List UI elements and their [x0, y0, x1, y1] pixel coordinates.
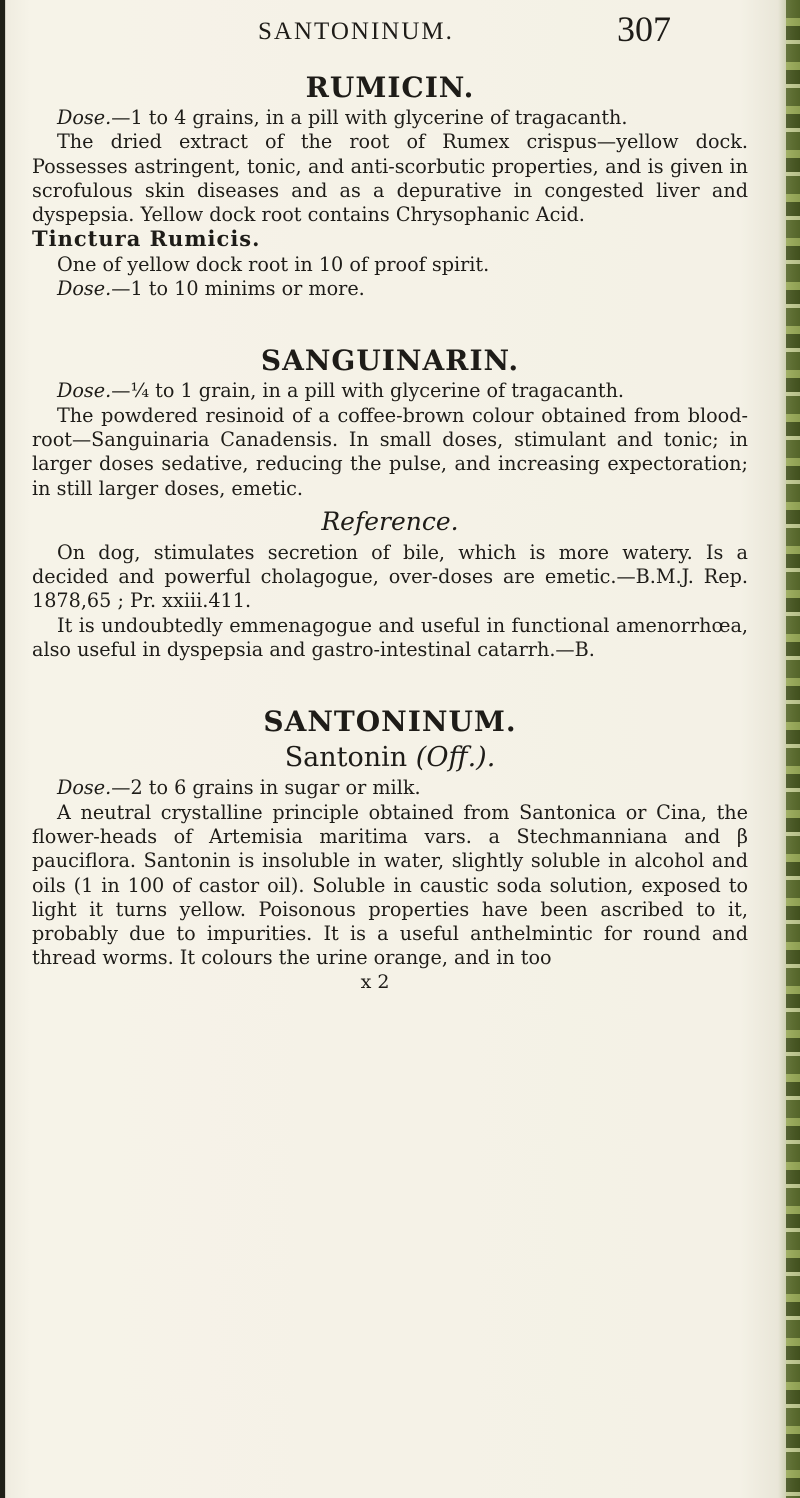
tincture-heading: [32, 227, 748, 252]
section-rumicin: [32, 70, 748, 301]
page-gutter-shadow: [0, 0, 5, 1498]
tincture-text: One of yellow dock root in 10 of proof spirit.: [57, 252, 490, 276]
reference-text: On dog, stimulates secretion of bile, which is more watery. Is a decided and powerful cholagogue, over-doses are emetic.—B.M.J. Rep. 1878,65 ; Pr. xxiii.411.: [32, 540, 748, 613]
running-head: SANTONINUM.: [258, 18, 454, 45]
subtitle-official: (Off.).: [415, 742, 496, 774]
page-content: [32, 70, 748, 993]
dose-label: Dose.: [57, 106, 112, 129]
tincture-dose: [32, 277, 748, 301]
dose-text: —2 to 6 grains in sugar or milk.: [111, 776, 421, 800]
dose-label: Dose.: [57, 379, 112, 403]
rumicin-description: The dried extract of the root of Rumex crispus—yellow dock. Possesses astringent, tonic, and anti-scorbutic properties, and is given in scrofulous skin diseases and as a depurative in congested liver and dyspepsia. Yellow dock root contains Chrysophanic Acid.: [32, 130, 748, 227]
reference-text-2: It is undoubtedly emmenagogue and useful in functional amenorrhœa, also useful in dyspepsia and gastro-intestinal catarrh.—B.: [32, 613, 748, 662]
tincture-title: Tinctura Rumicis.: [32, 226, 261, 252]
rumicin-dose: [32, 106, 748, 130]
section-spacer: [32, 662, 748, 704]
dose-text: —1 to 10 minims or more.: [111, 277, 365, 301]
section-title-sanguinarin: SANGUINARIN.: [260, 344, 520, 378]
section-sanguinarin: [32, 343, 748, 662]
santonin-subtitle: [32, 740, 748, 776]
dose-text: —¼ to 1 grain, in a pill with glycerine of tragacanth.: [111, 379, 625, 403]
dose-label: Dose.: [57, 277, 112, 301]
signature-mark: x 2: [360, 970, 390, 993]
page-number: 307: [617, 9, 671, 49]
section-title-rumicin: RUMICIN.: [305, 71, 475, 104]
sanguinarin-dose: [32, 379, 748, 403]
section-spacer: [32, 301, 748, 343]
section-title-santoninum: SANTONINUM.: [263, 705, 517, 739]
santoninum-dose: [32, 776, 748, 800]
sanguinarin-description: The powdered resinoid of a coffee-brown colour obtained from blood-root—Sanguinaria Canadensis. In small doses, stimulant and tonic; in larger doses sedative, reducing the pulse, and increasing expectoration; in still larger doses, emetic.: [32, 403, 748, 500]
dose-label: Dose.: [57, 776, 112, 800]
page-header: [0, 4, 800, 56]
dose-text: —1 to 4 grains, in a pill with glycerine of tragacanth.: [111, 106, 628, 129]
subtitle-name: Santonin: [284, 742, 408, 774]
section-santoninum: [32, 704, 748, 992]
book-binding-edge: [786, 0, 800, 1498]
reference-heading: Reference.: [321, 506, 459, 536]
santoninum-description: A neutral crystalline principle obtained from Santonica or Cina, the flower-heads of Artemisia maritima vars. a Stechmanniana and β pauciflora. Santonin is insoluble in water, slightly soluble in alcohol and oils (1 in 100 of castor oil). Soluble in caustic soda solution, exposed to light it turns yellow. Poisonous properties have been ascribed to it, probably due to impurities. It is a useful anthelmintic for round and thread worms. It colours the urine orange, and in too: [32, 800, 748, 970]
